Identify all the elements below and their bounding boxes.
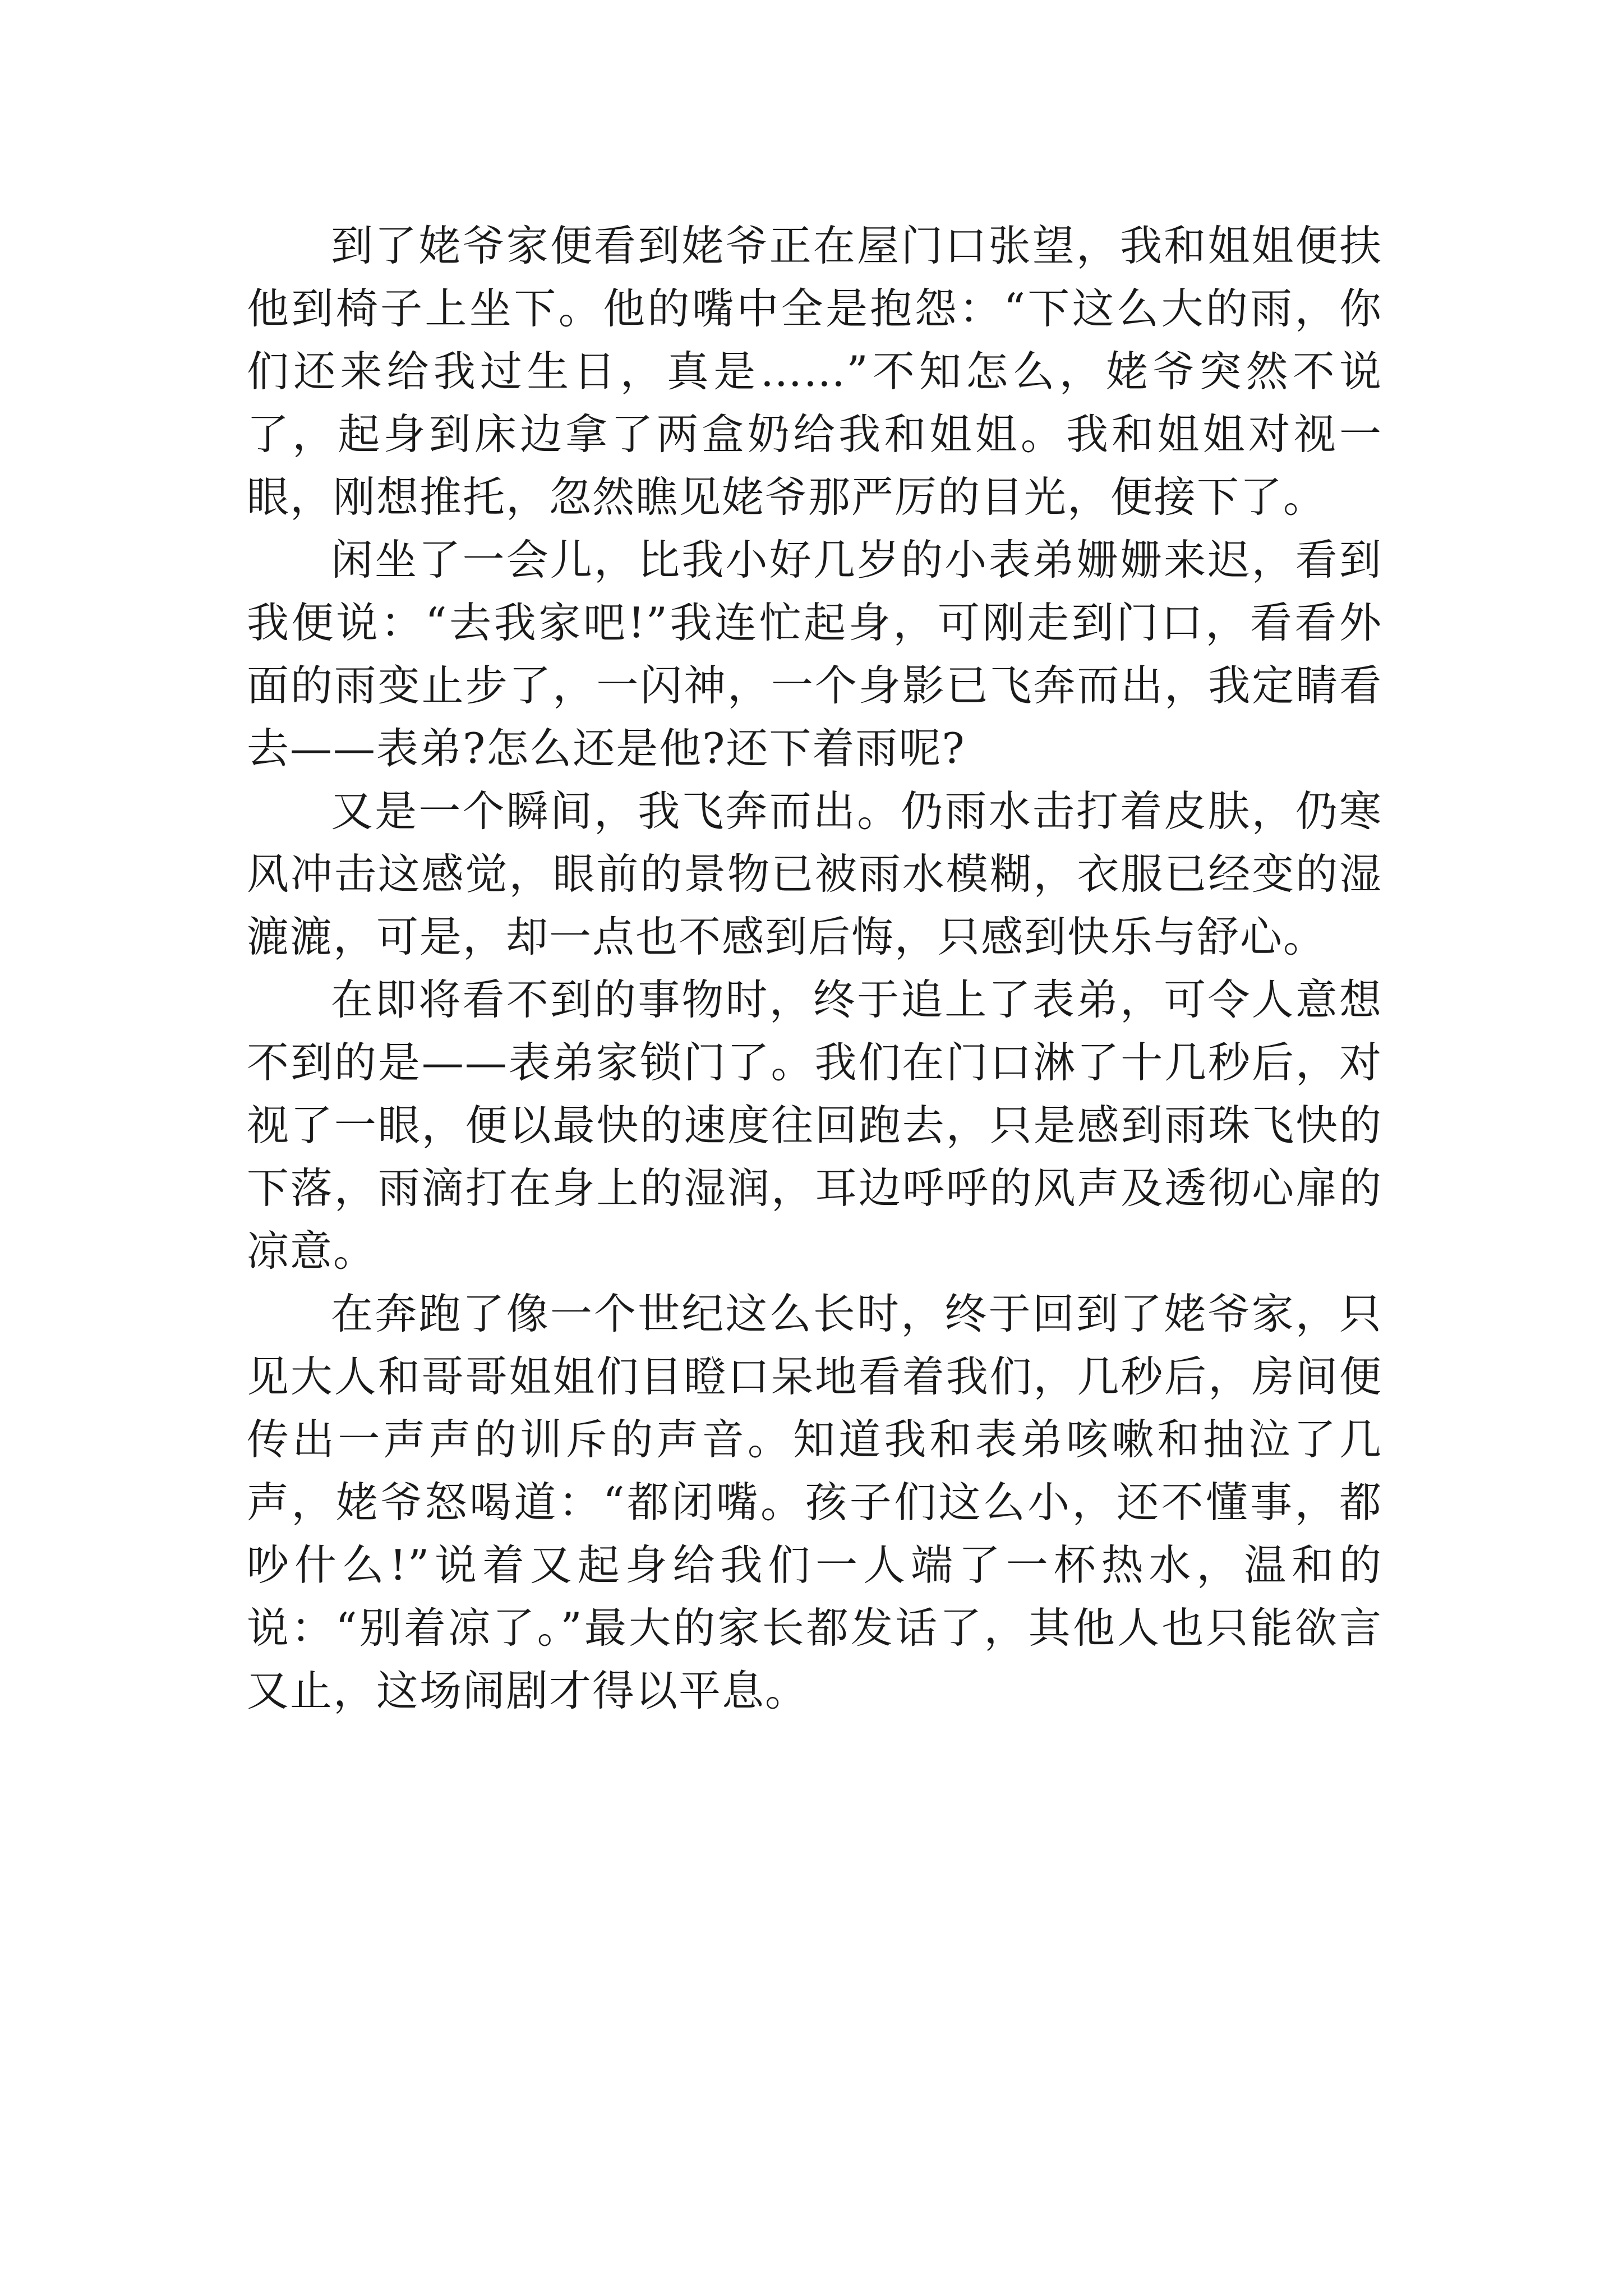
document-page	[247, 214, 1382, 1722]
paragraph-1: 到了姥爷家便看到姥爷正在屋门口张望，我和姐姐便扶他到椅子上坐下。他的嘴中全是抱怨：“下这么大的雨，你们还来给我过生日，真是……”不知怎么，姥爷突然不说了，起身到床边拿了两盒奶给我和姐姐。我和姐姐对视一眼，刚想推托，忽然瞧见姥爷那严厉的目光，便接下了。	[247, 221, 1382, 522]
paragraph-3: 又是一个瞬间，我飞奔而出。仍雨水击打着皮肤，仍寒风冲击这感觉，眼前的景物已被雨水模糊，衣服已经变的湿漉漉，可是，却一点也不感到后悔，只感到快乐与舒心。	[247, 786, 1382, 961]
paragraph-4: 在即将看不到的事物时，终于追上了表弟，可令人意想不到的是——表弟家锁门了。我们在门口淋了十几秒后，对视了一眼，便以最快的速度往回跑去，只是感到雨珠飞快的下落，雨滴打在身上的湿润，耳边呼呼的风声及透彻心扉的凉意。	[247, 975, 1382, 1276]
paragraph-5: 在奔跑了像一个世纪这么长时，终于回到了姥爷家，只见大人和哥哥姐姐们目瞪口呆地看着我们，几秒后，房间便传出一声声的训斥的声音。知道我和表弟咳嗽和抽泣了几声，姥爷怒喝道：“都闭嘴。孩子们这么小，还不懂事，都吵什么!”说着又起身给我们一人端了一杯热水，温和的说：“别着凉了。”最大的家长都发话了，其他人也只能欲言又止，这场闹剧才得以平息。	[247, 1289, 1382, 1715]
paragraph-2: 闲坐了一会儿，比我小好几岁的小表弟姗姗来迟，看到我便说：“去我家吧!”我连忙起身，可刚走到门口，看看外面的雨变止步了，一闪神，一个身影已飞奔而出，我定睛看去——表弟?怎么还是他?还下着雨呢?	[247, 535, 1382, 773]
